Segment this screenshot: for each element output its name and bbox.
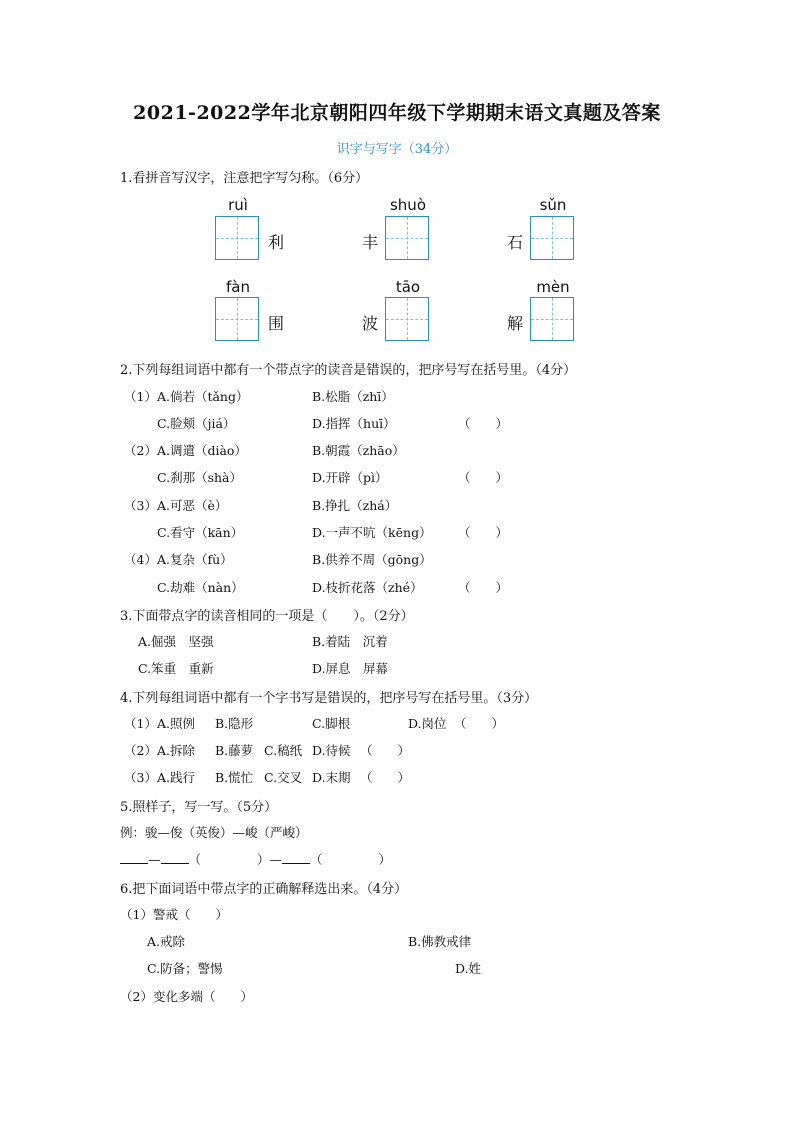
- question-1-stem: 1.看拼音写汉字，注意把字写匀称。（6分）: [120, 171, 369, 186]
- question-3-stem: 3.下面带点字的读音相同的一项是（ ）。（2分）: [120, 609, 414, 624]
- pinyin-label: fàn: [226, 278, 250, 296]
- dash: —: [269, 852, 283, 867]
- question-5-stem: 5.照样子，写一写。（5分）: [120, 800, 278, 815]
- option: D.枝折花落（zhé）: [312, 580, 423, 595]
- option-d: D.屏息 屏幕: [312, 661, 389, 676]
- answer-paren[interactable]: （ ）: [458, 416, 509, 431]
- option-d: D.姓: [455, 961, 482, 976]
- option: C.稿纸: [264, 743, 303, 758]
- option: （4）A.复杂（fù）: [124, 552, 233, 567]
- paren-close: ）: [378, 852, 392, 867]
- option: （3）A.可恶（è）: [124, 498, 228, 513]
- writing-box[interactable]: [215, 297, 259, 341]
- question-2-stem: 2.下列每组词语中都有一个带点字的读音是错误的，把序号写在括号里。（4分）: [120, 363, 577, 378]
- paren-close: ）: [257, 852, 270, 867]
- option: B.藤萝: [215, 743, 254, 758]
- option: B.慌忙: [215, 770, 254, 785]
- option-c: C.防备；警惕: [147, 961, 223, 976]
- option: C.劫难（nàn）: [157, 580, 244, 595]
- option: D.岗位: [408, 716, 447, 731]
- option: C.脚根: [312, 716, 351, 731]
- answer-paren[interactable]: （ ）: [458, 470, 509, 485]
- writing-box[interactable]: [215, 216, 259, 260]
- answer-paren[interactable]: （ ）: [454, 716, 505, 731]
- section-heading: 识字与写字（34分）: [336, 142, 458, 157]
- option: D.末期: [312, 770, 351, 785]
- option: C.看守（kān）: [157, 525, 244, 540]
- given-char: 石: [507, 233, 524, 252]
- option: D.开辟（pì）: [312, 470, 388, 485]
- example-line: 例：骏—俊（英俊）—峻（严峻）: [120, 825, 308, 840]
- option: B.挣扎（zhá）: [312, 498, 398, 513]
- option-b: B.佛教戒律: [408, 934, 472, 949]
- blank[interactable]: [282, 851, 310, 864]
- option: D.指挥（huī）: [312, 416, 396, 431]
- writing-box[interactable]: [385, 297, 429, 341]
- given-char: 围: [268, 314, 285, 333]
- option: B.供养不周（gōng）: [312, 552, 432, 567]
- option-a: A.戒除: [147, 934, 186, 949]
- writing-box[interactable]: [530, 297, 574, 341]
- option-a: A.倔强 坚强: [138, 634, 214, 649]
- option: C.刹那（shà）: [157, 470, 243, 485]
- given-char: 丰: [362, 233, 379, 252]
- writing-box[interactable]: [530, 216, 574, 260]
- pinyin-label: shuò: [389, 196, 426, 214]
- option: D.待候: [312, 743, 351, 758]
- given-char: 波: [362, 314, 379, 333]
- dash: —: [148, 852, 161, 867]
- option: （3）A.践行: [124, 770, 195, 785]
- pinyin-label: tāo: [395, 278, 421, 296]
- question-4-stem: 4.下列每组词语中都有一个字书写是错误的，把序号写在括号里。（3分）: [120, 691, 538, 706]
- option: B.隐形: [215, 716, 254, 731]
- pinyin-label: mèn: [536, 278, 570, 296]
- option: C.脸颊（jiá）: [157, 416, 236, 431]
- answer-paren[interactable]: （ ）: [360, 743, 411, 758]
- option: （2）A.拆除: [124, 743, 195, 758]
- blank[interactable]: [120, 851, 148, 864]
- writing-box[interactable]: [385, 216, 429, 260]
- answer-paren[interactable]: （ ）: [360, 770, 411, 785]
- option: B.朝霞（zhāo）: [312, 443, 405, 458]
- given-char: 利: [268, 233, 285, 252]
- sub-item-1: （1）警戒（ ）: [120, 907, 228, 922]
- page-title: 2021-2022学年北京朝阳四年级下学期期末语文真题及答案: [133, 102, 661, 124]
- blank[interactable]: [161, 851, 189, 864]
- pinyin-label: sǔn: [539, 196, 567, 214]
- sub-item-2: （2）变化多端（ ）: [120, 989, 253, 1004]
- option: D.一声不吭（kēng）: [312, 525, 432, 540]
- option: （2）A.调遣（diào）: [124, 443, 247, 458]
- option: （1）A.照例: [124, 716, 195, 731]
- pinyin-label: ruì: [228, 196, 248, 214]
- paren-open: （: [310, 852, 323, 867]
- paren-open: （: [188, 852, 202, 867]
- option: （1）A.倘若（tǎng）: [124, 389, 249, 404]
- option-b: B.着陆 沉着: [312, 634, 388, 649]
- fill-in-line: [120, 850, 391, 868]
- question-6-stem: 6.把下面词语中带点字的正确解释选出来。（4分）: [120, 882, 408, 897]
- given-char: 解: [507, 314, 524, 333]
- option: C.交叉: [264, 770, 303, 785]
- answer-paren[interactable]: （ ）: [458, 525, 509, 540]
- option-c: C.笨重 重新: [138, 661, 214, 676]
- answer-paren[interactable]: （ ）: [458, 580, 509, 595]
- option: B.松脂（zhī）: [312, 389, 394, 404]
